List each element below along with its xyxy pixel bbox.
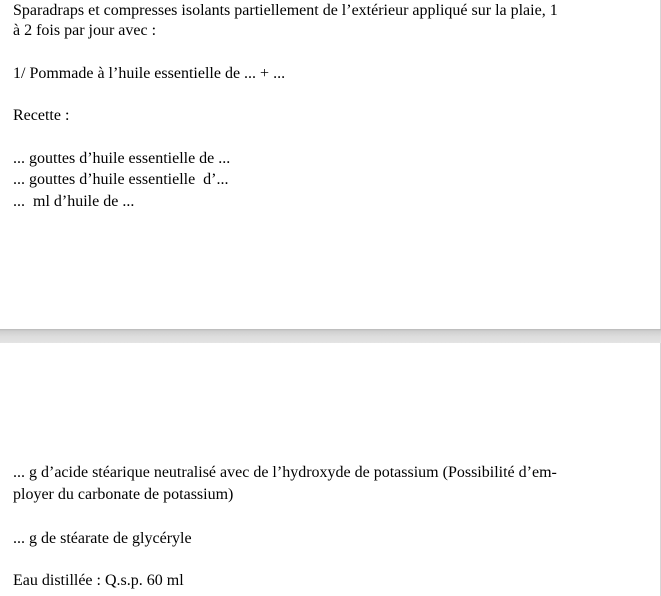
- text-line: 1/ Pommade à l’huile essentielle de ... + ...: [13, 65, 286, 82]
- text-line: Sparadraps et compresses isolants partiellement de l’extérieur appliqué sur la plaie, 1: [13, 2, 558, 19]
- text-line: ... g d’acide stéarique neutralisé avec de l’hydroxyde de potassium (Possibilité d’em-: [13, 464, 557, 481]
- text-line: ployer du carbonate de potassium): [13, 486, 234, 503]
- text-line: Eau distillée : Q.s.p. 60 ml: [13, 572, 184, 589]
- document-page-2: [0, 343, 661, 596]
- text-line: ... ml d’huile de ...: [13, 193, 135, 210]
- text-line: à 2 fois par jour avec :: [13, 22, 157, 39]
- text-line: ... g de stéarate de glycéryle: [13, 530, 192, 547]
- text-line: Recette :: [13, 107, 70, 124]
- text-line: ... gouttes d’huile essentielle de ...: [13, 150, 231, 167]
- text-line: ... gouttes d’huile essentielle d’...: [13, 171, 229, 188]
- page-separator: [0, 329, 661, 343]
